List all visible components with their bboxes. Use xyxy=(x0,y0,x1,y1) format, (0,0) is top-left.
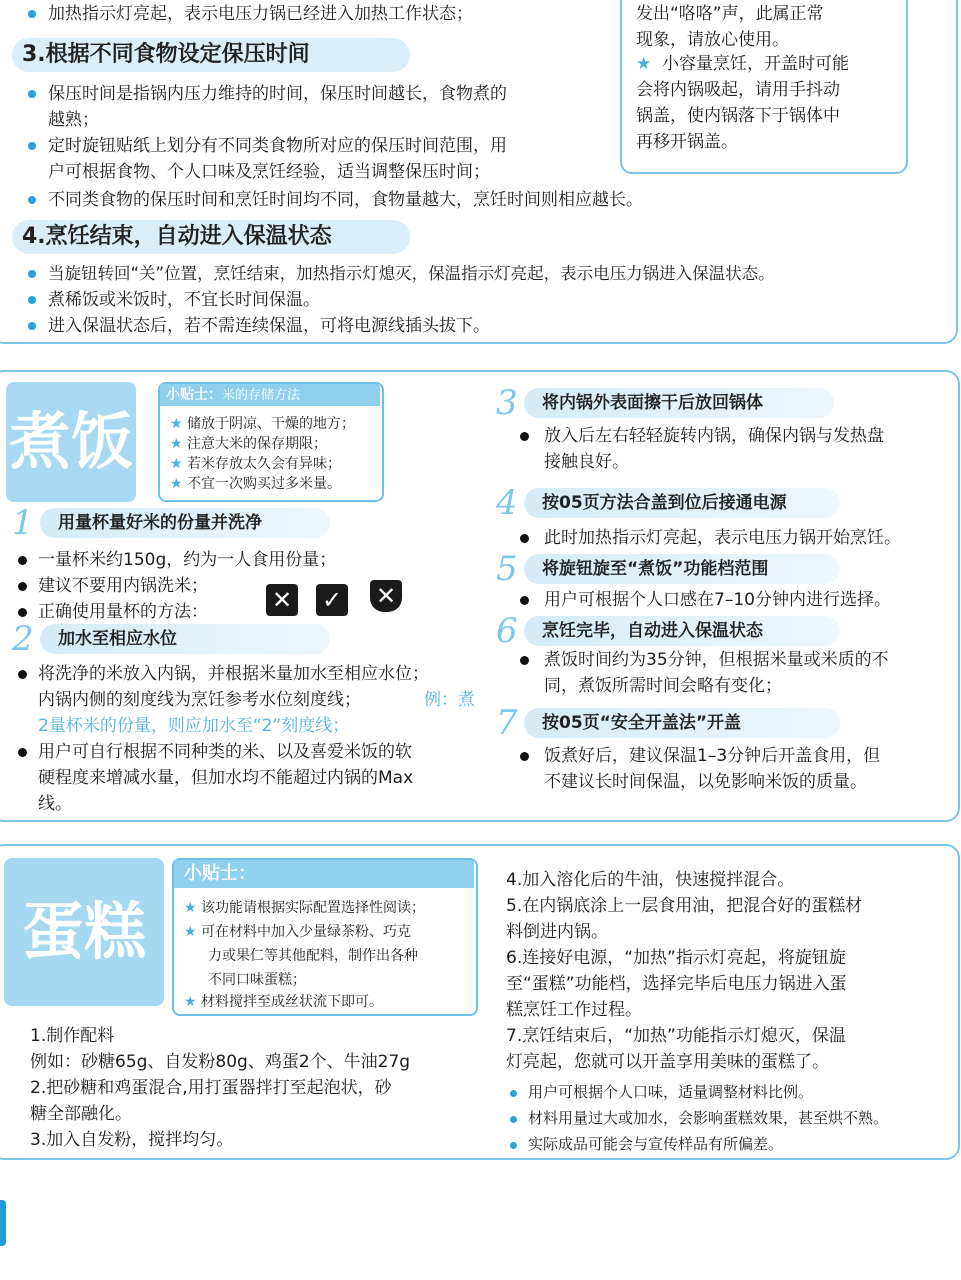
bullet-dot xyxy=(520,596,529,605)
side-note-line: 发出“咯咯”声，此属正常 xyxy=(636,4,824,24)
section4-item: 煮稀饭或米饭时，不宜长时间保温。 xyxy=(48,290,320,310)
section4-title: 4.烹饪结束，自动进入保温状态 xyxy=(22,224,332,249)
step1-title: 用量杯量好米的份量并洗净 xyxy=(58,513,262,533)
bullet-dot xyxy=(28,196,36,204)
step7-line: 饭煮好后，建议保温1–3分钟后开盖食用，但 xyxy=(544,746,881,766)
star-icon: ★ xyxy=(170,416,183,432)
side-note-line: 再移开锅盖。 xyxy=(636,132,738,152)
star-icon: ★ xyxy=(170,476,183,492)
step-number: 1 xyxy=(12,503,34,543)
page-edge-tab xyxy=(0,1200,6,1246)
cake-note: 材料用量过大或加水，会影响蛋糕效果，甚至烘不熟。 xyxy=(528,1109,889,1127)
wrong-cup-icon: ✕ xyxy=(370,580,402,612)
step-number: 2 xyxy=(12,619,34,659)
step6-line: 煮饭时间约为35分钟，但根据米量或米质的不 xyxy=(544,650,889,670)
cake-right-line: 5.在内锅底涂上一层食用油，把混合好的蛋糕材 xyxy=(506,896,863,916)
cake-right-line: 灯亮起，您就可以开盖享用美味的蛋糕了。 xyxy=(506,1052,829,1072)
section3-item: 保压时间是指锅内压力维持的时间，保压时间越长，食物煮的 xyxy=(48,84,507,104)
cake-left-line: 糖全部融化。 xyxy=(30,1104,132,1124)
star-icon: ★ xyxy=(184,900,197,916)
rice-tip-line: ★ 不宜一次购买过多米量。 xyxy=(170,476,342,492)
cake-tip-line: ★ 材料搅拌至成丝状流下即可。 xyxy=(184,994,384,1010)
cake-left-line: 2.把砂糖和鸡蛋混合,用打蛋器拌打至起泡状，砂 xyxy=(30,1078,392,1098)
cake-note: 用户可根据个人口味，适量调整材料比例。 xyxy=(528,1083,814,1101)
star-icon: ★ xyxy=(636,54,652,74)
step3-title: 将内锅外表面擦干后放回锅体 xyxy=(542,393,763,413)
step6-title: 烹饪完毕，自动进入保温状态 xyxy=(542,621,763,641)
section4-item: 当旋钮转回“关”位置，烹饪结束，加热指示灯熄灭，保温指示灯亮起，表示电压力锅进入保温状态。 xyxy=(48,264,775,283)
rice-tip-line: ★ 注意大米的保存期限； xyxy=(170,436,328,452)
cake-right-line: 7.烹饪结束后，“加热”功能指示灯熄灭，保温 xyxy=(506,1026,846,1046)
bullet-dot xyxy=(28,90,36,98)
rice-tip-header xyxy=(160,384,380,406)
side-note-line: 会将内锅吸起，请用手抖动 xyxy=(636,80,840,100)
rice-title: 煮饭 xyxy=(6,382,136,502)
cake-tip-line: 力或果仁等其他配料，制作出各种 xyxy=(208,948,418,964)
step1-item: 建议不要用内锅洗米； xyxy=(38,576,208,596)
step5-title: 将旋钮旋至“煮饭”功能档范围 xyxy=(542,559,769,579)
cake-right-line: 4.加入溶化后的牛油，快速搅拌混合。 xyxy=(506,870,795,890)
cake-title: 蛋糕 xyxy=(4,858,164,1006)
step5-line: 用户可根据个人口感在7–10分钟内进行选择。 xyxy=(544,590,891,610)
bullet-dot xyxy=(28,322,36,330)
step2-line: 内锅内侧的刻度线为烹饪参考水位刻度线； xyxy=(38,690,361,710)
side-note-line: 锅盖，使内锅落下于锅体中 xyxy=(636,106,840,126)
bullet-dot xyxy=(28,142,36,150)
side-note-line: 小容量烹饪，开盖时可能 xyxy=(662,54,849,74)
bullet-dot xyxy=(18,582,27,591)
cake-left-line: 例如：砂糖65g、自发粉80g、鸡蛋2个、牛油27g xyxy=(30,1052,411,1072)
step2-example: 例：煮 xyxy=(424,690,475,710)
step1-item: 一量杯米约150g，约为一人食用份量； xyxy=(38,550,337,570)
side-note-line: 现象，请放心使用。 xyxy=(636,30,789,50)
bullet-dot xyxy=(520,656,529,665)
step-number: 5 xyxy=(496,549,518,589)
step4-title: 按05页方法合盖到位后接通电源 xyxy=(542,493,787,513)
step1-item: 正确使用量杯的方法： xyxy=(38,602,208,622)
step7-line: 不建议长时间保温，以免影响米饭的质量。 xyxy=(544,772,867,792)
rice-tip-line: ★ 储放于阴凉、干燥的地方； xyxy=(170,416,356,432)
section3-item: 定时旋钮贴纸上划分有不同类食物所对应的保压时间范围，用 xyxy=(48,136,507,156)
star-icon: ★ xyxy=(184,924,197,940)
cake-tip-header: 小贴士： xyxy=(174,860,474,888)
cake-left-line: 3.加入自发粉，搅拌均匀。 xyxy=(30,1130,234,1150)
bullet-dot xyxy=(510,1116,517,1123)
cake-left-line: 1.制作配料 xyxy=(30,1026,115,1046)
bullet-dot xyxy=(520,432,529,441)
cake-right-line: 料倒进内锅。 xyxy=(506,922,608,942)
step-number: 3 xyxy=(496,383,518,423)
rice-tip-line: ★ 若米存放太久会有异味； xyxy=(170,456,342,472)
bullet-dot xyxy=(18,748,27,757)
bullet-dot xyxy=(510,1090,517,1097)
step3-line: 接触良好。 xyxy=(544,452,629,472)
step2-title: 加水至相应水位 xyxy=(58,629,177,649)
step2-line: 用户可自行根据不同种类的米、以及喜爱米饭的软 xyxy=(38,742,412,762)
section3-item: 越熟； xyxy=(48,110,99,130)
step-number: 6 xyxy=(496,611,518,651)
cake-note: 实际成品可能会与宣传样品有所偏差。 xyxy=(528,1135,784,1153)
section4-item: 进入保温状态后，若不需连续保温，可将电源线插头拔下。 xyxy=(48,316,490,336)
cake-tip-line: ★ 可在材料中加入少量绿茶粉、巧克 xyxy=(184,924,412,940)
cake-right-line: 至“蛋糕”功能档，选择完毕后电压力锅进入蛋 xyxy=(506,974,847,994)
section3-item: 不同类食物的保压时间和烹饪时间均不同，食物量越大，烹饪时间则相应越长。 xyxy=(48,190,643,210)
section3-title: 3.根据不同食物设定保压时间 xyxy=(22,42,310,67)
section3-item: 户可根据食物、个人口味及烹饪经验，适当调整保压时间； xyxy=(48,162,490,182)
rice-tip-head-label: 小贴士： xyxy=(166,387,222,403)
rice-tip-sub: 米的存储方法 xyxy=(222,388,301,403)
step-number: 4 xyxy=(496,483,518,523)
bullet-dot xyxy=(18,608,27,617)
step7-title: 按05页“安全开盖法”开盖 xyxy=(542,713,742,733)
bullet-dot xyxy=(510,1142,517,1149)
bullet-dot xyxy=(520,534,529,543)
bullet-dot xyxy=(18,670,27,679)
step2-line: 硬程度来增减水量，但加水均不能超过内锅的Max xyxy=(38,768,414,788)
step2-line: 线。 xyxy=(38,794,72,814)
step2-example: 2量杯米的份量，则应加水至“2”刻度线； xyxy=(38,716,350,736)
bullet-dot xyxy=(28,296,36,304)
bullet-dot xyxy=(18,556,27,565)
wrong-cup-icon: ✕ xyxy=(266,584,298,616)
cake-tip-line: ★ 该功能请根据实际配置选择性阅读； xyxy=(184,900,426,916)
cake-right-line: 糕烹饪工作过程。 xyxy=(506,1000,642,1020)
star-icon: ★ xyxy=(184,994,197,1010)
star-icon: ★ xyxy=(170,436,183,452)
step2-line: 将洗净的米放入内锅，并根据米量加水至相应水位； xyxy=(38,664,429,684)
bullet-dot xyxy=(28,270,36,278)
intro-bullet-text: 加热指示灯亮起，表示电压力锅已经进入加热工作状态； xyxy=(48,4,473,24)
bullet-dot xyxy=(520,752,529,761)
star-icon: ★ xyxy=(170,456,183,472)
step4-line: 此时加热指示灯亮起，表示电压力锅开始烹饪。 xyxy=(544,528,901,548)
cake-right-line: 6.连接好电源，“加热”指示灯亮起，将旋钮旋 xyxy=(506,948,846,968)
correct-cup-icon: ✓ xyxy=(316,584,348,616)
step-number: 7 xyxy=(496,703,518,743)
step6-line: 同，煮饭所需时间会略有变化； xyxy=(544,676,782,696)
bullet-dot xyxy=(28,10,36,18)
cake-tip-line: 不同口味蛋糕； xyxy=(208,972,306,988)
step3-line: 放入后左右轻轻旋转内锅，确保内锅与发热盘 xyxy=(544,426,884,446)
